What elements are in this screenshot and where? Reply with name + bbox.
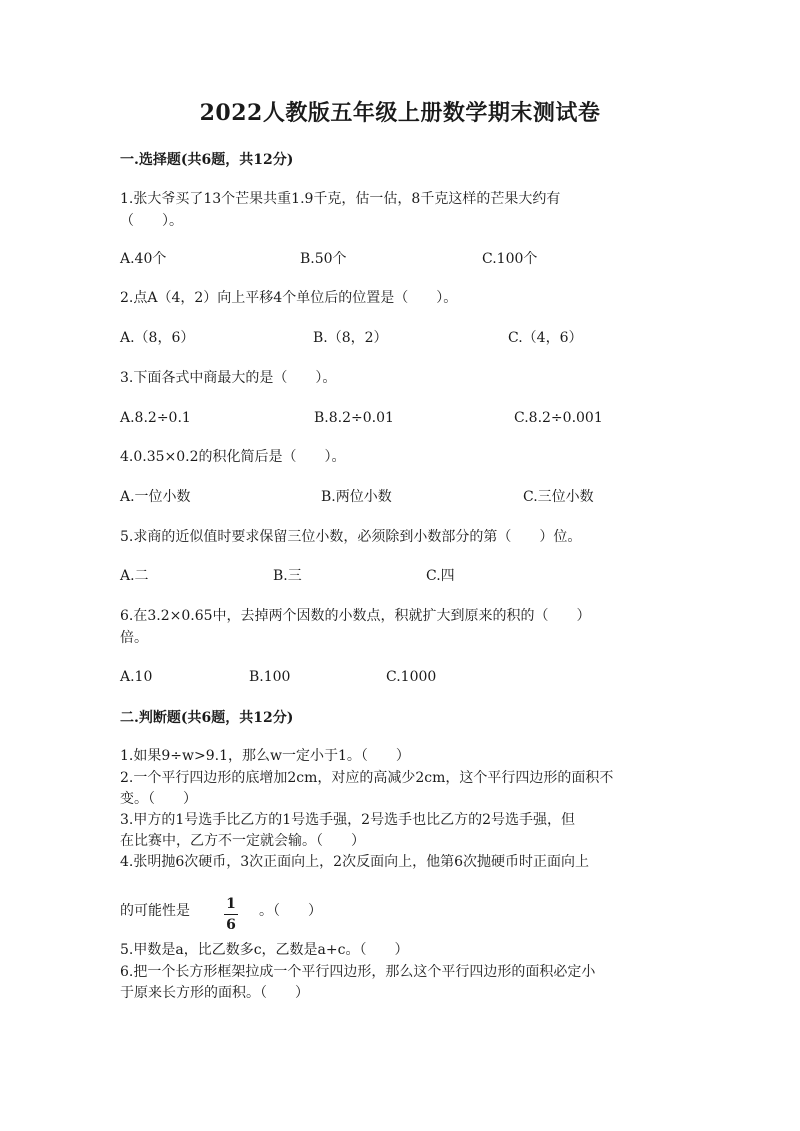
option-a: A.一位小数 <box>120 489 191 505</box>
option-b: B.（8，2） <box>313 330 388 346</box>
option-a: A.40个 <box>120 251 167 267</box>
option-b: B.50个 <box>300 251 347 267</box>
option-c: C.1000 <box>386 669 437 685</box>
option-c: C.100个 <box>482 251 538 267</box>
statement-text: 。（ ） <box>259 903 322 919</box>
option-c: C.四 <box>426 568 455 584</box>
statement-text: 2.一个平行四边形的底增加2cm，对应的高减少2cm，这个平行四边形的面积不 <box>120 770 614 786</box>
option-b: B.两位小数 <box>321 489 392 505</box>
option-b: B.三 <box>273 568 302 584</box>
option-c: C.三位小数 <box>523 489 594 505</box>
statement-text: 的可能性是 <box>120 903 190 919</box>
option-b: B.100 <box>249 669 291 685</box>
statement-text: 变。（ ） <box>120 791 197 807</box>
question-text: 3.下面各式中商最大的是（ ）。 <box>120 370 337 386</box>
statement-text: 4.张明抛6次硬币，3次正面向上，2次反面向上，他第6次抛硬币时正面向上 <box>120 854 589 870</box>
question-text: 4.0.35×0.2的积化简后是（ ）。 <box>120 449 346 465</box>
fraction-numerator: 1 <box>226 896 236 912</box>
fraction <box>222 896 240 933</box>
statement-text: 于原来长方形的面积。（ ） <box>120 985 309 1001</box>
fraction-denominator: 6 <box>226 917 236 933</box>
option-a: A.10 <box>120 669 153 685</box>
question-text: 5.求商的近似值时要求保留三位小数，必须除到小数部分的第（ ）位。 <box>120 529 582 545</box>
option-c: C.（4，6） <box>508 330 583 346</box>
statement-text: 1.如果9÷w>9.1，那么w一定小于1。（ ） <box>120 748 410 764</box>
question-text: 6.在3.2×0.65中，去掉两个因数的小数点，积就扩大到原来的积的（ ） <box>120 608 591 624</box>
question-text: （ ）。 <box>120 213 183 229</box>
option-b: B.8.2÷0.01 <box>314 410 394 426</box>
section-heading-choice: 一.选择题(共6题，共12分) <box>120 152 294 168</box>
statement-text: 3.甲方的1号选手比乙方的1号选手强，2号选手也比乙方的2号选手强，但 <box>120 812 575 828</box>
statement-text: 5.甲数是a，比乙数多c，乙数是a+c。（ ） <box>120 942 409 958</box>
option-a: A.8.2÷0.1 <box>120 410 191 426</box>
page-title: 2022人教版五年级上册数学期末测试卷 <box>199 100 601 126</box>
section-heading-judgment: 二.判断题(共6题，共12分) <box>120 710 294 726</box>
question-text: 倍。 <box>120 630 148 646</box>
statement-text: 6.把一个长方形框架拉成一个平行四边形，那么这个平行四边形的面积必定小 <box>120 964 596 980</box>
fraction-bar <box>224 914 238 915</box>
question-text: 2.点A（4，2）向上平移4个单位后的位置是（ ）。 <box>120 290 458 306</box>
statement-text: 在比赛中，乙方不一定就会输。（ ） <box>120 833 365 849</box>
option-a: A.（8，6） <box>120 330 195 346</box>
option-c: C.8.2÷0.001 <box>514 410 603 426</box>
question-text: 1.张大爷买了13个芒果共重1.9千克，估一估，8千克这样的芒果大约有 <box>120 191 561 207</box>
option-a: A.二 <box>120 568 149 584</box>
